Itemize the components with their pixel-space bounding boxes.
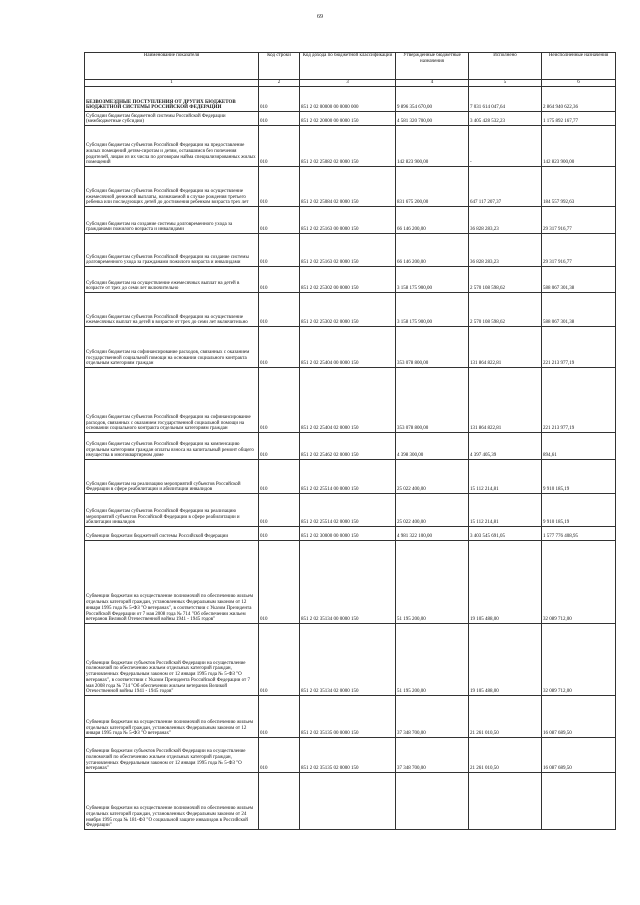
table-row: [85, 167, 616, 207]
row-line-code: 010: [259, 527, 300, 541]
table-row: [85, 494, 616, 527]
row-line-code: 010: [259, 112, 300, 126]
row-unexecuted: 9 910 185,19: [542, 494, 616, 527]
row-line-code: 010: [259, 167, 300, 207]
row-line-code: 010: [259, 738, 300, 773]
row-executed: 2 570 108 598,62: [469, 293, 542, 327]
row-executed: 21 261 010,50: [469, 738, 542, 773]
row-line-code: 010: [259, 696, 300, 738]
row-unexecuted: 221 213 977,19: [542, 368, 616, 433]
row-approved: 4 981 322 100,00: [396, 527, 469, 541]
row-approved: 353 078 800,00: [396, 327, 469, 368]
row-name: Субсидии бюджетам на осуществление ежемесячных выплат на детей в возрасте от трех до семи лет включительно: [85, 267, 259, 293]
table-row: [85, 773, 616, 830]
row-income-code: 851 2 02 25302 00 0000 150: [300, 267, 396, 293]
row-income-code: 851 2 02 25163 00 0000 150: [300, 207, 396, 234]
row-approved: 3 158 175 900,00: [396, 293, 469, 327]
row-executed: 36 828 283,23: [469, 234, 542, 267]
row-executed: 15 112 214,81: [469, 460, 542, 494]
row-line-code: 010: [259, 460, 300, 494]
row-income-code: 851 2 02 25462 02 0000 150: [300, 433, 396, 460]
header-row: [85, 53, 616, 80]
row-name: Субвенции бюджетам на осуществление полномочий по обеспечению жильем отдельных категорий граждан, установленных Федеральным законом от 12 января 1995 года № 5-ФЗ "О ветеранах": [85, 696, 259, 738]
table-row: [85, 541, 616, 624]
page-number: 69: [317, 14, 323, 20]
table-row: [85, 460, 616, 494]
header-name: Наименование показателя: [85, 53, 259, 80]
row-executed: 15 112 214,81: [469, 494, 542, 527]
row-unexecuted: 2 864 940 622,36: [542, 87, 616, 112]
column-number: 4: [396, 80, 469, 87]
table-row: [85, 738, 616, 773]
row-name: Субвенции бюджетам бюджетной системы Российской Федерации: [85, 527, 259, 541]
row-executed: 36 828 283,23: [469, 207, 542, 234]
row-approved: 3 158 175 900,00: [396, 267, 469, 293]
column-number: 3: [300, 80, 396, 87]
row-executed: 3 403 545 691,05: [469, 527, 542, 541]
column-number: 1: [85, 80, 259, 87]
table-row: [85, 87, 616, 112]
row-unexecuted: 1 175 892 167,77: [542, 112, 616, 126]
row-income-code: 851 2 02 25163 02 0000 150: [300, 234, 396, 267]
row-line-code: 010: [259, 368, 300, 433]
row-name: БЕЗВОЗМЕЗДНЫЕ ПОСТУПЛЕНИЯ ОТ ДРУГИХ БЮДЖЕТОВ БЮДЖЕТНОЙ СИСТЕМЫ РОССИЙСКОЙ ФЕДЕРАЦИИ: [85, 87, 259, 112]
row-approved: 4 398 300,00: [396, 433, 469, 460]
row-income-code: 851 2 02 25302 02 0000 150: [300, 293, 396, 327]
row-income-code: 851 2 02 30000 00 0000 150: [300, 527, 396, 541]
row-unexecuted: 16 087 689,50: [542, 696, 616, 738]
row-income-code: 851 2 02 25514 00 0000 150: [300, 460, 396, 494]
column-number: 6: [542, 80, 616, 87]
row-unexecuted: 588 067 301,38: [542, 293, 616, 327]
row-line-code: 010: [259, 541, 300, 624]
row-approved: 25 022 400,00: [396, 494, 469, 527]
row-name: Субвенции бюджетам на осуществление полномочий по обеспечению жильем отдельных категорий граждан, установленных Федеральным законом от 12 января 1995 года № 5-ФЗ "О ветеранах", в соответствии с Указом Президента Российской Федерации от 7 мая 2008 года № 714 "Об обеспечении жильем ветеранов Великой Отечественной войны 1941 - 1945 годов": [85, 541, 259, 624]
row-unexecuted: 221 213 977,19: [542, 327, 616, 368]
row-line-code: 010: [259, 207, 300, 234]
row-unexecuted: 29 317 916,77: [542, 234, 616, 267]
header-income-code: Код дохода по бюджетной классификации: [300, 53, 396, 80]
row-executed: 647 117 207,37: [469, 167, 542, 207]
row-income-code: 851 2 02 35135 00 0000 150: [300, 696, 396, 738]
row-line-code: 010: [259, 624, 300, 696]
row-approved: 51 195 200,00: [396, 541, 469, 624]
row-executed: [469, 773, 542, 830]
row-approved: 142 823 900,00: [396, 126, 469, 167]
row-income-code: 851 2 02 35135 02 0000 150: [300, 738, 396, 773]
column-number: 5: [469, 80, 542, 87]
row-income-code: 851 2 02 35134 00 0000 150: [300, 541, 396, 624]
row-name: Субсидии бюджетам субъектов Российской Федерации на предоставление жилых помещений детям-сиротам и детям, оставшимся без попечения родителей, лицам из их числа по договорам найма специализированных жилых помещений: [85, 126, 259, 167]
row-name: Субсидии бюджетам субъектов Российской Федерации на софинансирование расходов, связанных с оказанием государственной социальной помощи на основании социального контракта отдельным категориям граждан: [85, 368, 259, 433]
table-row: [85, 112, 616, 126]
row-line-code: 010: [259, 293, 300, 327]
row-approved: 37 348 700,00: [396, 696, 469, 738]
table-row: [85, 624, 616, 696]
row-approved: 66 146 200,00: [396, 207, 469, 234]
row-executed: 3 405 428 532,23: [469, 112, 542, 126]
header-executed: Исполнено: [469, 53, 542, 80]
row-unexecuted: 1 577 776 408,95: [542, 527, 616, 541]
row-name: Субсидии бюджетам на софинансирование расходов, связанных с оказанием государственной социальной помощи на основании социального контракта отдельным категориям граждан: [85, 327, 259, 368]
table-row: [85, 696, 616, 738]
row-name: Субсидии бюджетам субъектов Российской Федерации на создание системы долговременного ухода за гражданами пожилого возраста и инвалидами: [85, 234, 259, 267]
row-approved: 37 348 700,00: [396, 738, 469, 773]
row-unexecuted: 142 823 900,00: [542, 126, 616, 167]
table-row: [85, 207, 616, 234]
row-approved: 831 675 200,00: [396, 167, 469, 207]
row-executed: 131 864 822,81: [469, 327, 542, 368]
table-row: [85, 327, 616, 368]
row-line-code: [259, 773, 300, 830]
row-income-code: 851 2 02 25082 02 0000 150: [300, 126, 396, 167]
table-row: [85, 126, 616, 167]
row-unexecuted: 16 087 689,50: [542, 738, 616, 773]
row-approved: 51 195 200,00: [396, 624, 469, 696]
row-executed: 19 105 488,00: [469, 624, 542, 696]
row-unexecuted: 184 557 992,63: [542, 167, 616, 207]
row-income-code: 851 2 02 25084 02 0000 150: [300, 167, 396, 207]
row-executed: 131 864 822,81: [469, 368, 542, 433]
header-line-code: Код строки: [259, 53, 300, 80]
table-row: [85, 234, 616, 267]
row-unexecuted: 9 910 185,19: [542, 460, 616, 494]
row-income-code: [300, 773, 396, 830]
row-unexecuted: 29 317 916,77: [542, 207, 616, 234]
row-income-code: 851 2 02 25404 00 0000 150: [300, 327, 396, 368]
row-approved: 9 896 354 670,00: [396, 87, 469, 112]
table-row: [85, 267, 616, 293]
row-approved: 4 581 320 700,00: [396, 112, 469, 126]
table-row: [85, 527, 616, 541]
row-approved: 25 022 400,00: [396, 460, 469, 494]
row-line-code: 010: [259, 494, 300, 527]
row-income-code: 851 2 02 20000 00 0000 150: [300, 112, 396, 126]
row-income-code: 851 2 02 25404 02 0000 150: [300, 368, 396, 433]
header-approved: Утвержденные бюджетные назначения: [396, 53, 469, 80]
row-income-code: 851 2 02 25514 02 0000 150: [300, 494, 396, 527]
row-income-code: 851 2 02 00000 00 0000 000: [300, 87, 396, 112]
row-line-code: 010: [259, 327, 300, 368]
budget-report-table: [84, 52, 616, 830]
row-line-code: 010: [259, 267, 300, 293]
table-row: [85, 293, 616, 327]
row-name: Субсидии бюджетам на создание системы долговременного ухода за гражданами пожилого возраста и инвалидами: [85, 207, 259, 234]
table-row: [85, 368, 616, 433]
column-number: 2: [259, 80, 300, 87]
row-line-code: 010: [259, 126, 300, 167]
row-unexecuted: [542, 773, 616, 830]
row-unexecuted: 894,61: [542, 433, 616, 460]
row-name: Субвенции бюджетам субъектов Российской Федерации на осуществление полномочий по обеспечению жильем отдельных категорий граждан, установленных Федеральным законом от 12 января 1995 года № 5-ФЗ "О ветеранах": [85, 738, 259, 773]
row-name: Субвенции бюджетам субъектов Российской Федерации на осуществление полномочий по обеспечению жильем отдельных категорий граждан, установленных Федеральным законом от 12 января 1995 года № 5-ФЗ "О ветеранах", в соответствии с Указом Президента Российской Федерации от 7 мая 2008 года № 714 "Об обеспечении жильем ветеранов Великой Отечественной войны 1941 - 1945 годов": [85, 624, 259, 696]
row-name: Субсидии бюджетам субъектов Российской Федерации на осуществление ежемесячной денежной выплаты, назначаемой в случае рождения третьего ребенка или последующих детей до достижения ребенком возраста трех лет: [85, 167, 259, 207]
row-executed: 7 031 614 047,64: [469, 87, 542, 112]
header-unexecuted: Неисполненные назначения: [542, 53, 616, 80]
row-executed: 21 261 010,50: [469, 696, 542, 738]
row-executed: 19 105 488,00: [469, 541, 542, 624]
table-row: [85, 433, 616, 460]
row-executed: 2 570 108 598,62: [469, 267, 542, 293]
row-unexecuted: 32 089 712,00: [542, 541, 616, 624]
row-name: Субсидии бюджетам субъектов Российской Федерации на реализацию мероприятий субъектов Российской Федерации в сфере реабилитации и абилитации инвалидов: [85, 494, 259, 527]
row-name: Субсидии бюджетам на реализацию мероприятий субъектов Российской Федерации в сфере реабилитации и абилитации инвалидов: [85, 460, 259, 494]
row-name: Субсидии бюджетам субъектов Российской Федерации на осуществление ежемесячных выплат на детей в возрасте от трех до семи лет включительно: [85, 293, 259, 327]
row-line-code: 010: [259, 234, 300, 267]
row-approved: 353 078 800,00: [396, 368, 469, 433]
row-approved: [396, 773, 469, 830]
row-unexecuted: 32 089 712,00: [542, 624, 616, 696]
row-name: Субсидии бюджетам бюджетной системы Российской Федерации (межбюджетные субсидии): [85, 112, 259, 126]
row-name: Субсидии бюджетам субъектов Российской Федерации на компенсацию отдельным категориям граждан оплаты взноса на капитальный ремонт общего имущества в многоквартирном доме: [85, 433, 259, 460]
column-numbers-row: [85, 80, 616, 87]
row-executed: 4 397 405,39: [469, 433, 542, 460]
row-unexecuted: 588 067 301,38: [542, 267, 616, 293]
row-executed: -: [469, 126, 542, 167]
row-line-code: 010: [259, 433, 300, 460]
row-line-code: 010: [259, 87, 300, 112]
row-name: Субвенции бюджетам на осуществление полномочий по обеспечению жильем отдельных категорий граждан, установленных Федеральным законом от 24 ноября 1995 года № 181-ФЗ "О социальной защите инвалидов в Российской Федерации": [85, 773, 259, 830]
row-approved: 66 146 200,00: [396, 234, 469, 267]
row-income-code: 851 2 02 35134 02 0000 150: [300, 624, 396, 696]
